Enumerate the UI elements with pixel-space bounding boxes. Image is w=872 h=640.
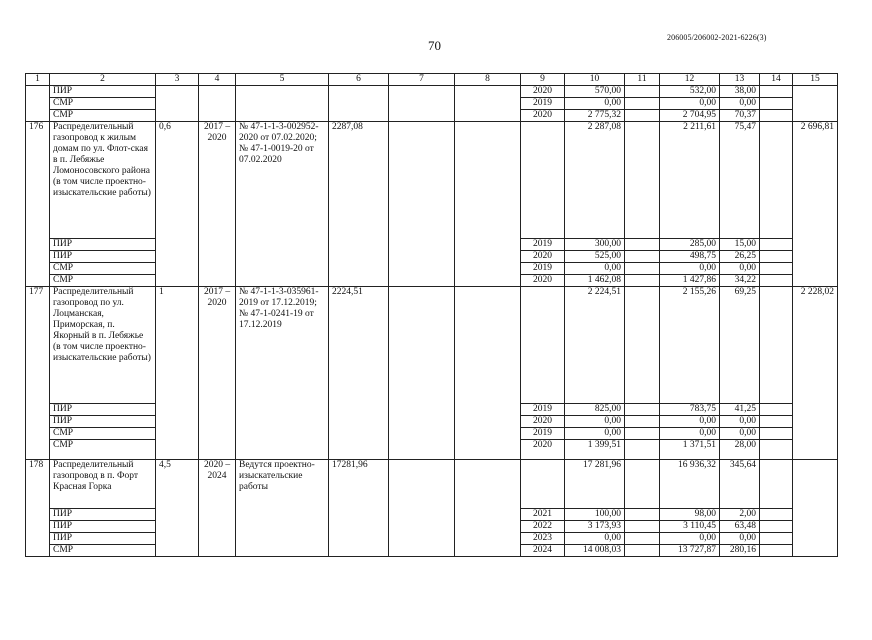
value-col-11 [625, 122, 660, 239]
value-col-12: 2 211,61 [660, 122, 720, 239]
col-8-cell [455, 86, 521, 122]
period-cell: 2020 – 2024 [199, 460, 236, 557]
period-cell: 2017 – 2020 [199, 122, 236, 287]
table-row [26, 287, 838, 404]
total-cell: 2 696,81 [793, 122, 838, 287]
length-cell: 1 [156, 287, 199, 460]
value-col-13: 41,25 [720, 404, 760, 416]
value-col-11 [625, 287, 660, 404]
value-col-10: 0,00 [565, 428, 625, 440]
document-number: 206005/206002-2021-6226(3) [667, 33, 767, 42]
col-7-cell [389, 287, 455, 460]
work-type: ПИР [50, 509, 156, 521]
column-header: 2 [50, 74, 156, 86]
value-col-13: 0,00 [720, 533, 760, 545]
value-col-14 [760, 521, 793, 533]
value-col-12: 3 110,45 [660, 521, 720, 533]
value-col-11 [625, 533, 660, 545]
value-col-14 [760, 533, 793, 545]
work-type: СМР [50, 98, 156, 110]
year-cell: 2021 [521, 509, 565, 521]
value-col-10: 2 775,32 [565, 110, 625, 122]
value-col-11 [625, 98, 660, 110]
value-col-13: 0,00 [720, 416, 760, 428]
column-header: 5 [236, 74, 329, 86]
year-cell: 2022 [521, 521, 565, 533]
value-col-12: 285,00 [660, 239, 720, 251]
value-col-13: 28,00 [720, 440, 760, 460]
cost-cell: 2287,08 [329, 122, 389, 287]
work-type: СМР [50, 110, 156, 122]
value-col-13: 69,25 [720, 287, 760, 404]
value-col-11 [625, 521, 660, 533]
value-col-13: 34,22 [720, 275, 760, 287]
table-row [26, 460, 838, 509]
work-type: ПИР [50, 404, 156, 416]
value-col-10: 0,00 [565, 533, 625, 545]
total-cell: 2 228,02 [793, 287, 838, 460]
year-cell [521, 287, 565, 404]
value-col-12: 16 936,32 [660, 460, 720, 509]
value-col-10: 2 287,08 [565, 122, 625, 239]
year-cell: 2019 [521, 428, 565, 440]
cost-cell: 2224,51 [329, 287, 389, 460]
value-col-12: 1 427,86 [660, 275, 720, 287]
work-type: СМР [50, 428, 156, 440]
value-col-13: 345,64 [720, 460, 760, 509]
value-col-11 [625, 545, 660, 557]
value-col-13: 63,48 [720, 521, 760, 533]
value-col-14 [760, 440, 793, 460]
value-col-14 [760, 251, 793, 263]
value-col-14 [760, 98, 793, 110]
col-7-cell [389, 86, 455, 122]
value-col-11 [625, 251, 660, 263]
work-type: ПИР [50, 251, 156, 263]
column-header: 10 [565, 74, 625, 86]
work-type: ПИР [50, 86, 156, 98]
value-col-13: 0,00 [720, 428, 760, 440]
period-cell: 2017 – 2020 [199, 287, 236, 460]
value-col-11 [625, 86, 660, 98]
object-name: Распределительный газопровод в п. Форт Красная Горка [50, 460, 156, 509]
value-col-13: 15,00 [720, 239, 760, 251]
column-header: 13 [720, 74, 760, 86]
work-type: ПИР [50, 239, 156, 251]
column-header: 14 [760, 74, 793, 86]
row-number: 177 [26, 287, 50, 460]
column-header: 9 [521, 74, 565, 86]
work-type: ПИР [50, 416, 156, 428]
permit-cell: Ведутся проектно-изыскательские работы [236, 460, 329, 557]
value-col-10: 1 399,51 [565, 440, 625, 460]
value-col-10: 1 462,08 [565, 275, 625, 287]
value-col-12: 2 704,95 [660, 110, 720, 122]
value-col-13: 0,00 [720, 263, 760, 275]
year-cell: 2019 [521, 239, 565, 251]
col-8-cell [455, 122, 521, 287]
column-header: 8 [455, 74, 521, 86]
value-col-10: 825,00 [565, 404, 625, 416]
value-col-14 [760, 239, 793, 251]
work-type: ПИР [50, 521, 156, 533]
year-cell: 2019 [521, 404, 565, 416]
table-row [26, 122, 838, 239]
value-col-14 [760, 404, 793, 416]
value-col-14 [760, 86, 793, 98]
value-col-13: 2,00 [720, 509, 760, 521]
value-col-14 [760, 275, 793, 287]
length-cell: 0,6 [156, 122, 199, 287]
column-header: 6 [329, 74, 389, 86]
length-cell [156, 86, 199, 122]
work-type: СМР [50, 440, 156, 460]
permit-cell [236, 86, 329, 122]
year-cell [521, 122, 565, 239]
year-cell: 2020 [521, 440, 565, 460]
value-col-10: 100,00 [565, 509, 625, 521]
value-col-12: 1 371,51 [660, 440, 720, 460]
value-col-11 [625, 428, 660, 440]
value-col-10: 17 281,96 [565, 460, 625, 509]
value-col-12: 2 155,26 [660, 287, 720, 404]
value-col-11 [625, 460, 660, 509]
value-col-13: 70,37 [720, 110, 760, 122]
value-col-12: 0,00 [660, 98, 720, 110]
value-col-13: 280,16 [720, 545, 760, 557]
object-name: Распределительный газопровод к жилым домам по ул. Флот-ская в п. Лебяжье Ломоносовского района (в том числе проектно-изыскательские работы) [50, 122, 156, 239]
work-type: СМР [50, 275, 156, 287]
value-col-12: 783,75 [660, 404, 720, 416]
value-col-12: 13 727,87 [660, 545, 720, 557]
value-col-14 [760, 110, 793, 122]
year-cell: 2020 [521, 416, 565, 428]
value-col-10: 0,00 [565, 416, 625, 428]
value-col-14 [760, 122, 793, 239]
value-col-12: 0,00 [660, 428, 720, 440]
column-header: 4 [199, 74, 236, 86]
length-cell: 4,5 [156, 460, 199, 557]
register-table [25, 73, 838, 557]
value-col-14 [760, 545, 793, 557]
work-type: ПИР [50, 533, 156, 545]
total-cell [793, 86, 838, 122]
total-cell [793, 460, 838, 557]
value-col-10: 300,00 [565, 239, 625, 251]
value-col-12: 0,00 [660, 263, 720, 275]
year-cell: 2020 [521, 275, 565, 287]
period-cell [199, 86, 236, 122]
col-8-cell [455, 287, 521, 460]
value-col-10: 2 224,51 [565, 287, 625, 404]
row-number [26, 86, 50, 122]
value-col-11 [625, 110, 660, 122]
year-cell: 2024 [521, 545, 565, 557]
year-cell: 2020 [521, 251, 565, 263]
object-name: Распределительный газопровод по ул. Лоцманская, Приморская, п. Якорный в п. Лебяжье (в том числе проектно-изыскательские работы) [50, 287, 156, 404]
table-row [26, 86, 838, 98]
column-header: 1 [26, 74, 50, 86]
value-col-11 [625, 263, 660, 275]
cost-cell [329, 86, 389, 122]
value-col-13: 26,25 [720, 251, 760, 263]
row-number: 176 [26, 122, 50, 287]
value-col-11 [625, 440, 660, 460]
value-col-12: 0,00 [660, 416, 720, 428]
value-col-11 [625, 416, 660, 428]
column-header: 11 [625, 74, 660, 86]
year-cell: 2020 [521, 110, 565, 122]
value-col-12: 0,00 [660, 533, 720, 545]
row-number: 178 [26, 460, 50, 557]
value-col-13: 75,47 [720, 122, 760, 239]
permit-cell: № 47-1-1-3-035961-2019 от 17.12.2019; № 47-1-0241-19 от 17.12.2019 [236, 287, 329, 460]
value-col-13: 0,00 [720, 98, 760, 110]
value-col-12: 98,00 [660, 509, 720, 521]
value-col-11 [625, 239, 660, 251]
value-col-10: 0,00 [565, 98, 625, 110]
value-col-10: 570,00 [565, 86, 625, 98]
value-col-14 [760, 416, 793, 428]
col-7-cell [389, 122, 455, 287]
work-type: СМР [50, 545, 156, 557]
value-col-14 [760, 509, 793, 521]
column-header: 15 [793, 74, 838, 86]
column-header: 12 [660, 74, 720, 86]
value-col-11 [625, 275, 660, 287]
value-col-14 [760, 263, 793, 275]
col-7-cell [389, 460, 455, 557]
value-col-14 [760, 287, 793, 404]
year-cell: 2019 [521, 263, 565, 275]
col-8-cell [455, 460, 521, 557]
column-header: 7 [389, 74, 455, 86]
year-cell [521, 460, 565, 509]
column-header: 3 [156, 74, 199, 86]
value-col-13: 38,00 [720, 86, 760, 98]
year-cell: 2023 [521, 533, 565, 545]
column-number-row [26, 74, 838, 86]
value-col-14 [760, 428, 793, 440]
page-number: 70 [428, 38, 441, 53]
permit-cell: № 47-1-1-3-002952-2020 от 07.02.2020; № 47-1-0019-20 от 07.02.2020 [236, 122, 329, 287]
value-col-14 [760, 460, 793, 509]
cost-cell: 17281,96 [329, 460, 389, 557]
value-col-11 [625, 404, 660, 416]
value-col-10: 0,00 [565, 263, 625, 275]
year-cell: 2020 [521, 86, 565, 98]
value-col-12: 532,00 [660, 86, 720, 98]
value-col-10: 525,00 [565, 251, 625, 263]
value-col-11 [625, 509, 660, 521]
value-col-12: 498,75 [660, 251, 720, 263]
work-type: СМР [50, 263, 156, 275]
value-col-10: 3 173,93 [565, 521, 625, 533]
value-col-10: 14 008,03 [565, 545, 625, 557]
year-cell: 2019 [521, 98, 565, 110]
